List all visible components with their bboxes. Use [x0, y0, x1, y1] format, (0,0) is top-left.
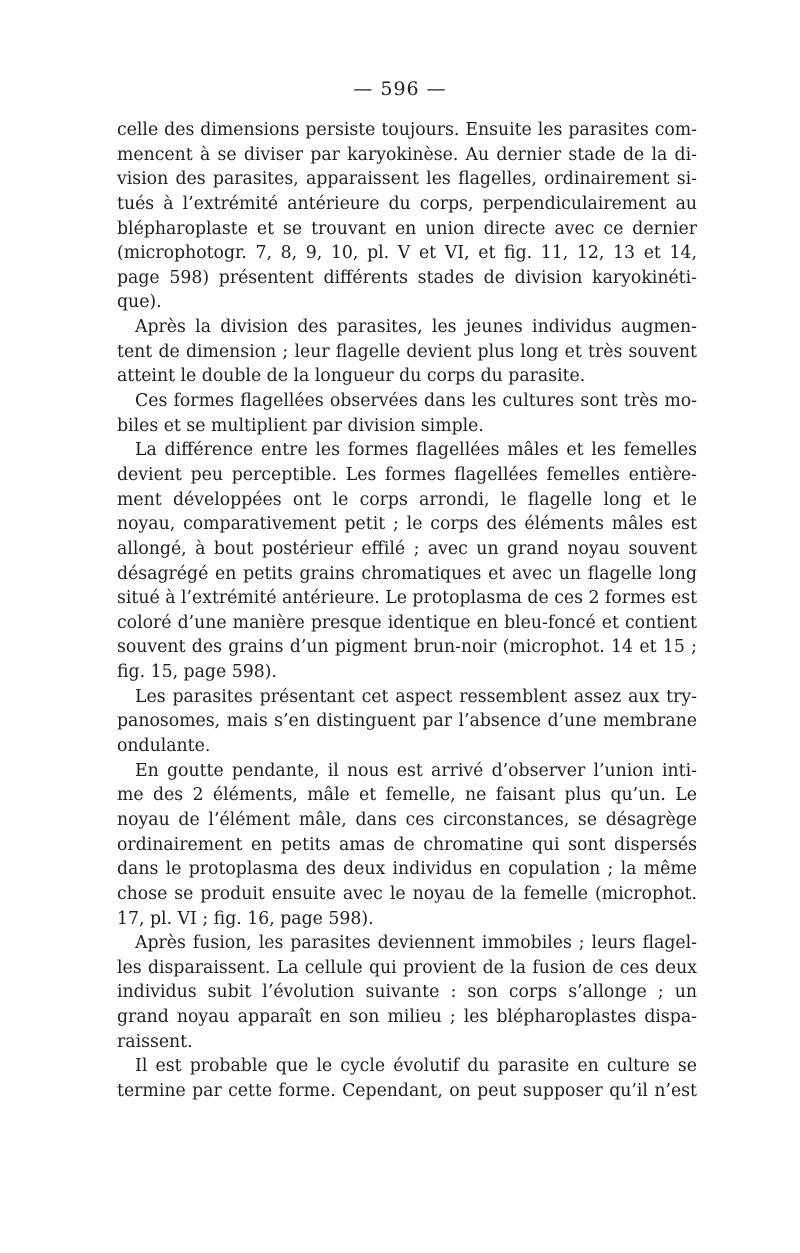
text-line: Ces formes flagellées observées dans les cultures sont très mo- — [135, 391, 697, 412]
text-line: me des 2 éléments, mâle et femelle, ne faisant plus qu’un. Le — [117, 785, 697, 806]
text-line: En goutte pendante, il nous est arrivé d’observer l’union inti- — [135, 760, 697, 781]
text-line: coloré d’une manière presque identique en bleu-foncé et contient — [117, 612, 697, 633]
text-line: tent de dimension ; leur flagelle devient plus long et très souvent — [117, 341, 697, 362]
text-line: page 598) présentent différents stades de division karyokinéti- — [117, 267, 697, 288]
text-line: raissent. — [117, 1031, 193, 1052]
text-line: situé à l’extrémité antérieure. Le protoplasma de ces 2 formes est — [117, 588, 698, 609]
text-line: Il est probable que le cycle évolutif du parasite en culture se — [135, 1056, 697, 1077]
text-line: ondulante. — [117, 736, 211, 757]
text-line: les disparaissent. La cellule qui provient de la fusion de ces deux — [117, 957, 697, 978]
text-line: noyau de l’élément mâle, dans ces circonstances, se désagrège — [117, 809, 697, 830]
text-line: individus subit l’évolution suivante : son corps s’allonge ; un — [117, 982, 697, 1003]
text-line: panosomes, mais s’en distinguent par l’absence d’une membrane — [117, 711, 697, 732]
text-line: fig. 15, page 598). — [117, 662, 277, 683]
text-line: ordinairement en petits amas de chromatine qui sont dispersés — [117, 834, 697, 855]
text-line: celle des dimensions persiste toujours. Ensuite les parasites com- — [117, 120, 697, 140]
text-line: désagrégé en petits grains chromatiques et avec un flagelle long — [117, 563, 697, 584]
text-line: La différence entre les formes flagellées mâles et les femelles — [135, 440, 697, 461]
text-line: tués à l’extrémité antérieure du corps, perpendiculairement au — [117, 193, 697, 214]
body-text — [117, 118, 697, 1104]
text-line: grand noyau apparaît en son milieu ; les blépharoplastes dispa- — [117, 1007, 697, 1028]
text-line: dans le protoplasma des deux individus en copulation ; la même — [117, 859, 697, 880]
text-line: ment développées ont le corps arrondi, le flagelle long et le — [117, 489, 697, 510]
text-line: devient peu perceptible. Les formes flagellées femelles entière- — [117, 464, 697, 485]
page-number: — 596 — — [353, 78, 447, 100]
text-line: souvent des grains d’un pigment brun-noir (microphot. 14 et 15 ; — [117, 637, 697, 658]
text-line: atteint le double de la longueur du corps du parasite. — [117, 366, 586, 387]
text-line: Après la division des parasites, les jeunes individus augmen- — [135, 317, 697, 338]
text-line: 17, pl. VI ; fig. 16, page 598). — [117, 908, 374, 929]
text-line: noyau, comparativement petit ; le corps des éléments mâles est — [117, 514, 697, 535]
text-line: biles et se multiplient par division simple. — [117, 415, 484, 436]
text-line: Après fusion, les parasites deviennent immobiles ; leurs flagel- — [135, 933, 697, 954]
text-line: termine par cette forme. Cependant, on peut supposer qu’il n’est — [117, 1080, 697, 1101]
text-line: blépharoplaste et se trouvant en union directe avec ce dernier — [117, 218, 697, 239]
text-line: (microphotogr. 7, 8, 9, 10, pl. V et VI, et fig. 11, 12, 13 et 14, — [117, 243, 697, 264]
text-line: allongé, à bout postérieur effilé ; avec un grand noyau souvent — [117, 538, 697, 559]
text-line: Les parasites présentant cet aspect ressemblent assez aux try- — [135, 686, 697, 707]
text-line: que). — [117, 292, 162, 313]
text-line: mencent à se diviser par karyokinèse. Au dernier stade de la di- — [117, 144, 697, 165]
text-line: chose se produit ensuite avec le noyau de la femelle (microphot. — [117, 883, 697, 904]
text-line: vision des parasites, apparaissent les flagelles, ordinairement si- — [117, 169, 697, 190]
